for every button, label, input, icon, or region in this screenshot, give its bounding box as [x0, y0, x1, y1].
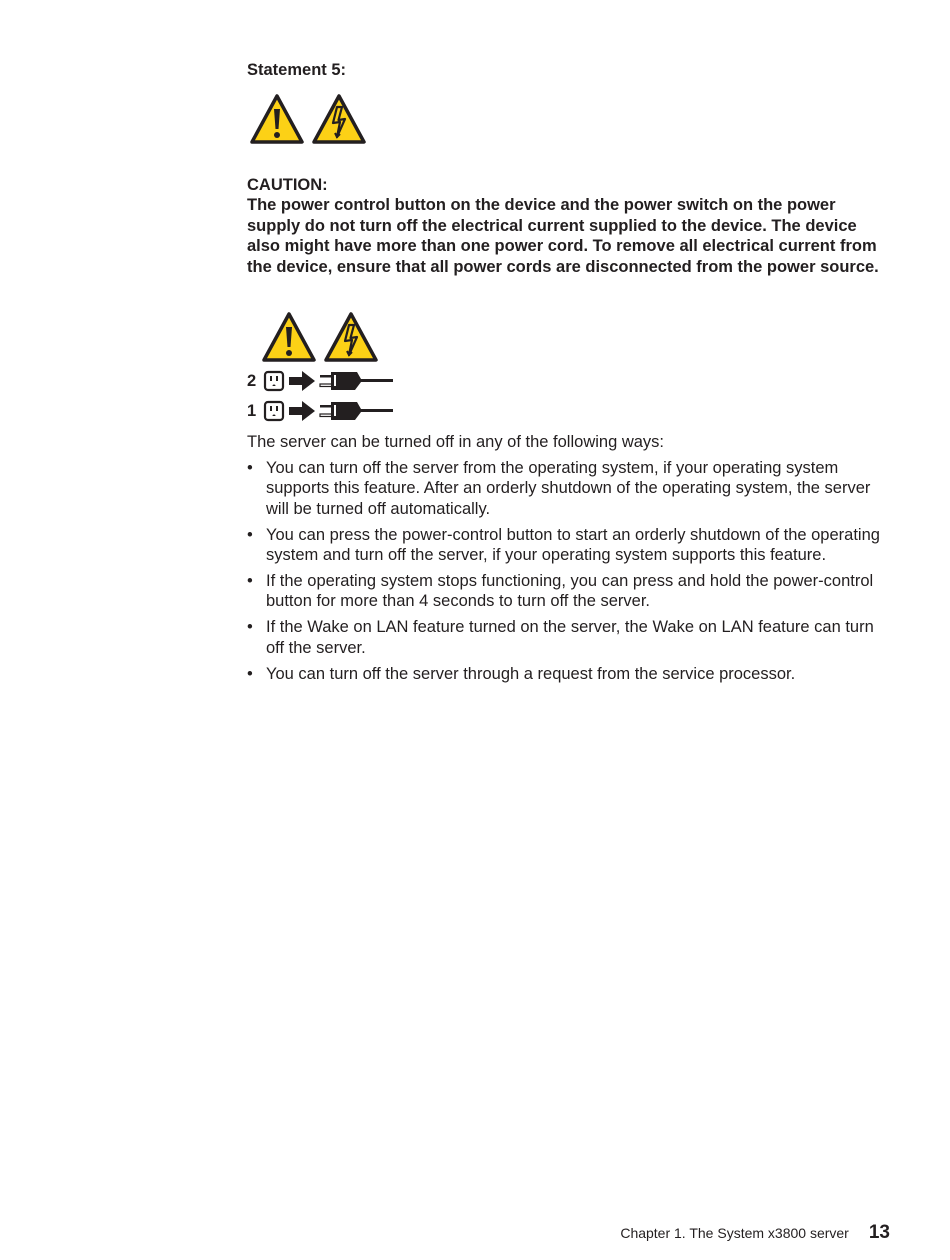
page-footer [620, 1222, 890, 1244]
list-item [247, 664, 892, 684]
list-item [247, 617, 892, 658]
hazard-icons-mid [261, 311, 379, 363]
intro-text: The server can be turned off in any of the following ways: [247, 433, 665, 451]
power-plug-icon [319, 400, 393, 422]
bullet-marker: • [247, 618, 253, 637]
list-item-text: If the operating system stops functioning, you can press and hold the power-control button for more than 4 seconds to turn off the server. [266, 572, 874, 611]
shutdown-methods-list [247, 458, 892, 690]
electrical-hazard-icon [323, 311, 379, 363]
list-item [247, 571, 892, 612]
list-item [247, 525, 892, 566]
caution-label: CAUTION: [247, 176, 328, 194]
chapter-title: Chapter 1. The System x3800 server [620, 1225, 849, 1241]
power-plug-icon [319, 370, 393, 392]
hazard-icons-top [249, 93, 367, 145]
bullet-marker: • [247, 572, 253, 591]
exclamation-warning-icon [249, 93, 305, 145]
power-outlet-icon [263, 400, 285, 422]
list-item-text: You can press the power-control button to start an orderly shutdown of the operating system and turn off the server, if your operating system supports this feature. [266, 525, 880, 565]
power-outlet-icon [263, 370, 285, 392]
cord-number: 2 [247, 371, 257, 390]
arrow-right-icon [287, 400, 317, 422]
caution-text: The power control button on the device and the power switch on the power supply do not turn off the electrical current supplied to the device. The device also might have more than one power cord. To remove all electrical current from the device, ensure that all power cords are disconnected from the power source. [247, 196, 879, 276]
page-number: 13 [868, 1222, 890, 1243]
arrow-right-icon [287, 370, 317, 392]
list-item-text: You can turn off the server through a request from the service processor. [266, 664, 796, 683]
bullet-marker: • [247, 525, 253, 544]
caution-block [247, 175, 892, 277]
bullet-marker: • [247, 459, 253, 477]
cord-number: 1 [247, 401, 257, 420]
statement-title: Statement 5: [247, 61, 347, 79]
cord-row-2 [247, 369, 393, 393]
list-item-text: You can turn off the server from the operating system, if your operating system supports this feature. After an orderly shutdown of the operating system, the server will be turned off automatically. [266, 459, 871, 518]
cord-row-1 [247, 399, 393, 423]
list-item [247, 458, 892, 519]
exclamation-warning-icon [261, 311, 317, 363]
electrical-hazard-icon [311, 93, 367, 145]
list-item-text: If the Wake on LAN feature turned on the server, the Wake on LAN feature can turn off the server. [266, 618, 874, 657]
bullet-marker: • [247, 664, 253, 683]
